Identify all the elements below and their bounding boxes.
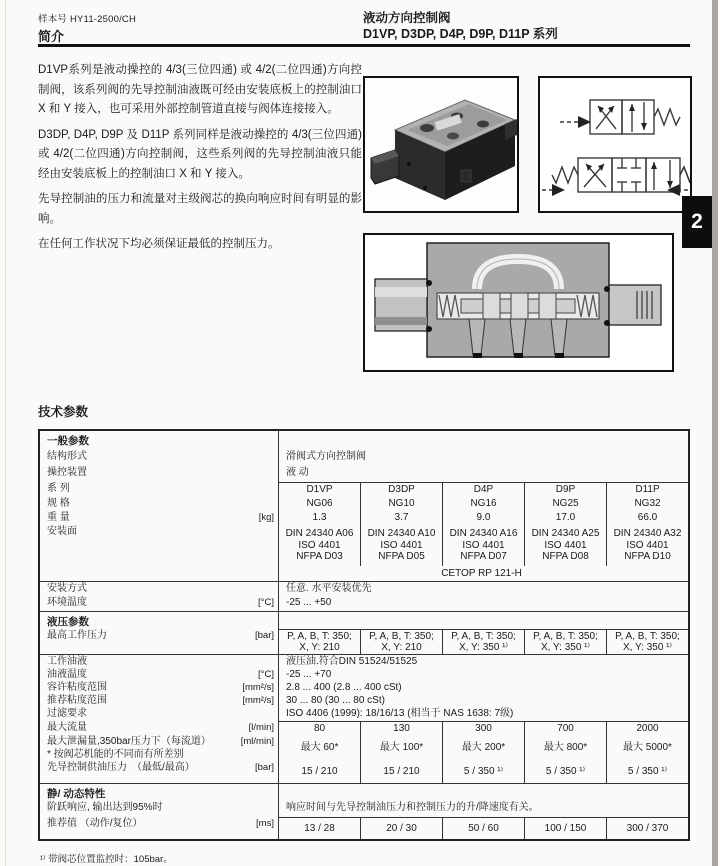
row-value-cell [279,668,688,681]
value-column-cell: DIN 24340 A25 ISO 4401 NFPA D08 [524,525,606,566]
value-column-cell: 100 / 150 [524,818,606,839]
row-value-cell [279,582,688,596]
row-label-cell [40,761,279,783]
row-value-cell [279,612,688,629]
value-column-cell: D9P [524,483,606,497]
row-unit: [mm²/s] [242,682,274,693]
value-column-cell: 300 / 370 [606,818,688,839]
value-column-cell: 最大 100* [360,735,442,761]
row-label-cell [40,431,279,450]
value-column-cell: 最大 800* [524,735,606,761]
row-label-cell [40,629,279,654]
table-row [40,668,688,681]
value-column-cell: P, A, B, T: 350; X, Y: 350 ¹⁾ [442,630,524,654]
table-row [40,466,688,482]
row-unit: [bar] [254,630,274,641]
row-unit: [ms] [256,818,274,829]
table-row [40,707,688,721]
row-label: 过滤要求 [47,708,87,719]
row-label-cell [40,801,279,817]
value-column-cell: 130 [360,722,442,735]
value-column-cell: D3DP [360,483,442,497]
table-row [40,694,688,707]
row-value-cell [279,761,688,783]
row-unit: [kg] [258,512,274,523]
value-column-cell: DIN 24340 A16 ISO 4401 NFPA D07 [442,525,524,566]
intro-paragraph: D3DP, D4P, D9P 及 D11P 系列同样是液动操控的 4/3(三位四通)或 4/2(二位四通)方向控制阀，这些系列阀的先导控制油液只能经由安装底板上的控制油口 X 和 Y 接入。 [38,128,362,180]
value-column-cell: DIN 24340 A32 ISO 4401 NFPA D10 [606,525,688,566]
cross-section-frame [363,233,674,372]
row-value-cell [279,784,688,801]
value-column-cell: 300 [442,722,524,735]
value-column-cell: P, A, B, T: 350; X, Y: 210 [287,630,352,653]
value-column-cell: D4P [442,483,524,497]
table-row [40,681,688,694]
table-row [40,497,688,511]
row-unit: [ml/min] [240,736,274,747]
value-column-cell: NG32 [606,497,688,511]
row-label: 阶跃响应, 输出达到95%时 [47,802,163,813]
row-label-cell [40,582,279,596]
valve-photo-illustration [365,78,517,211]
row-label: 容许粘度范围 [47,682,107,693]
value-column-cell: DIN 24340 A06 ISO 4401 NFPA D03 [285,528,354,563]
row-unit: [°C] [258,597,274,608]
table-row [40,629,688,654]
table-row [40,735,688,761]
row-label-cell [40,694,279,707]
row-value-cell [279,735,688,761]
value-column-cell: 15 / 210 [301,766,338,778]
row-unit: [bar] [254,762,274,773]
table-row [40,596,688,611]
row-value-cell [279,681,688,694]
row-label-cell [40,566,279,581]
row-value-cell [279,497,688,511]
row-label: 环境温度 [47,597,87,608]
valve-symbols-icon [540,78,690,211]
header-right [363,11,558,42]
row-label: 操控装置 [47,467,87,478]
row-label: 系 列 [47,483,70,494]
row-value: 响应时间与先导控制油压力和控制压力的升/降速度有关。 [286,802,539,813]
value-column-cell: 最大 5000* [606,735,688,761]
row-value-cell [279,817,688,839]
table-row [40,566,688,581]
row-label-cell [40,735,279,761]
tech-params-table [38,429,690,841]
value-column-cell: 50 / 60 [442,818,524,839]
row-value: CETOP RP 121-H [441,568,522,579]
row-label-cell [40,525,279,566]
table-row [40,654,688,668]
value-column-cell: 13 / 28 [304,822,335,834]
value-column-cell: 66.0 [606,511,688,525]
valve-cross-section-illustration [365,235,672,370]
row-value: 30 ... 80 (30 ... 80 cSt) [286,695,385,706]
row-label: 静/ 动态特性 [47,788,106,800]
row-label: 结构形式 [47,451,87,462]
value-column-cell: NG25 [524,497,606,511]
value-column-cell: 2000 [606,722,688,735]
row-value: 2.8 ... 400 (2.8 ... 400 cSt) [286,682,402,693]
value-column-cell: 17.0 [524,511,606,525]
table-row [40,611,688,629]
document-number: 样本号 HY11-2500/CH [38,14,137,25]
product-series: D1VP, D3DP, D4P, D9P, D11P 系列 [363,26,558,41]
intro-paragraph: 在任何工作状况下均必须保证最低的控制压力。 [38,238,280,250]
table-row [40,525,688,566]
row-label: 重 量 [47,512,70,523]
row-value-cell [279,629,688,654]
row-label: 先导控制供油压力 （最低/最高） [47,762,195,773]
row-value-cell [279,566,688,581]
row-label-cell [40,482,279,497]
page-section-title: 简介 [38,29,65,44]
row-label-cell [40,707,279,721]
value-column-cell: 3.7 [360,511,442,525]
row-label: 安装方式 [47,583,87,594]
value-column-cell: 5 / 350 ¹⁾ [524,761,606,783]
value-column-cell: NG06 [306,498,333,510]
value-column-cell: NG16 [442,497,524,511]
valve-photo-frame [363,76,519,213]
table-row [40,431,688,450]
row-label-cell [40,668,279,681]
value-column-cell: 5 / 350 ¹⁾ [606,761,688,783]
row-label-cell [40,596,279,611]
table-row [40,581,688,596]
row-label-cell [40,784,279,801]
value-column-cell: 15 / 210 [360,761,442,783]
value-column-cell: 5 / 350 ¹⁾ [442,761,524,783]
table-row [40,817,688,839]
table-footnote: ¹⁾ 带阀芯位置监控时：105bar。 [40,854,173,865]
row-value: 液压油.符合DIN 51524/51525 [286,656,418,667]
row-value-cell [279,525,688,566]
row-label-cell [40,721,279,735]
table-row [40,721,688,735]
row-value: -25 ... +70 [286,669,332,680]
row-value-cell [279,431,688,450]
intro-paragraph: 先导控制油的压力和流量对主级阀芯的换向响应时间有明显的影响。 [38,193,362,225]
value-column-cell: 1.3 [312,512,327,524]
row-label-cell [40,681,279,694]
table-row [40,761,688,783]
row-value-cell [279,655,688,668]
row-label: 最大泄漏量,350bar压力下（每流道） [47,736,211,747]
product-title: 液动方向控制阀 [363,11,451,25]
chapter-tab: 2 [682,196,712,248]
value-column-cell: D1VP [306,484,333,496]
value-column-cell: P, A, B, T: 350; X, Y: 350 ¹⁾ [606,630,688,654]
table-row [40,482,688,497]
row-unit: [l/min] [248,722,274,733]
tech-params-title: 技术参数 [38,405,89,419]
row-label-cell [40,511,279,525]
row-label-cell [40,817,279,839]
row-value-cell [279,694,688,707]
table-row [40,783,688,801]
value-column-cell: 80 [313,722,326,734]
row-value: 液 动 [286,467,309,478]
value-column-cell: 9.0 [442,511,524,525]
row-label-cell [40,497,279,511]
value-column-cell: 最大 60* [300,742,339,754]
row-value-cell [279,707,688,721]
header-left [38,11,136,45]
row-value-cell [279,450,688,466]
value-column-cell: 最大 200* [442,735,524,761]
table-row [40,450,688,466]
row-label: 最高工作压力 [47,630,107,641]
intro-text [38,61,362,261]
row-value-cell [279,482,688,497]
row-value-cell [279,801,688,817]
row-label-cell [40,450,279,466]
row-unit: [mm²/s] [242,695,274,706]
value-column-cell: P, A, B, T: 350; X, Y: 350 ¹⁾ [524,630,606,654]
page-right-edge [712,0,718,866]
row-label: 规 格 [47,498,70,509]
row-label: 一般参数 [47,435,89,447]
value-column-cell: NG10 [360,497,442,511]
row-label-cell [40,466,279,482]
row-label: 推荐值 （动作/复位） [47,818,143,829]
row-value-cell [279,721,688,735]
header-rule [38,44,690,47]
row-label: 工作油液 [47,656,87,667]
hydraulic-symbols-frame [538,76,692,213]
intro-paragraph: D1VP系列是液动操控的 4/3(三位四通) 或 4/2(二位四通)方向控制阀，该系列阀的先导控制油液既可经由安装底板上的控制油口 X 和 Y 接入，也可采用外部控制管道直接与阀体连接接入。 [38,64,362,115]
value-column-cell: 20 / 30 [360,818,442,839]
row-value: 任意. 水平安装优先 [286,583,372,594]
value-column-cell: P, A, B, T: 350; X, Y: 210 [360,630,442,654]
row-label: 液压参数 [47,616,89,628]
row-label-cell [40,612,279,629]
row-value: 滑阀式方向控制阀 [286,451,366,462]
row-value-cell [279,466,688,482]
page-left-edge [5,0,6,866]
row-label: 油液温度 [47,669,87,680]
row-label: 推荐粘度范围 [47,695,107,706]
value-column-cell: DIN 24340 A10 ISO 4401 NFPA D05 [360,525,442,566]
row-value: -25 ... +50 [286,597,332,608]
row-value-cell [279,596,688,611]
row-label: 安装面 [47,526,77,537]
value-column-cell: 700 [524,722,606,735]
value-column-cell: D11P [606,483,688,497]
row-label-cell [40,655,279,668]
row-unit: [°C] [258,669,274,680]
row-value-cell [279,511,688,525]
row-sublabel: * 按阀芯机能的不同而有所差别 [47,748,184,760]
table-row [40,801,688,817]
row-label: 最大流量 [47,722,87,733]
row-value: ISO 4406 (1999): 18/16/13 (相当于 NAS 1638: 7级) [286,708,514,719]
table-row [40,511,688,525]
